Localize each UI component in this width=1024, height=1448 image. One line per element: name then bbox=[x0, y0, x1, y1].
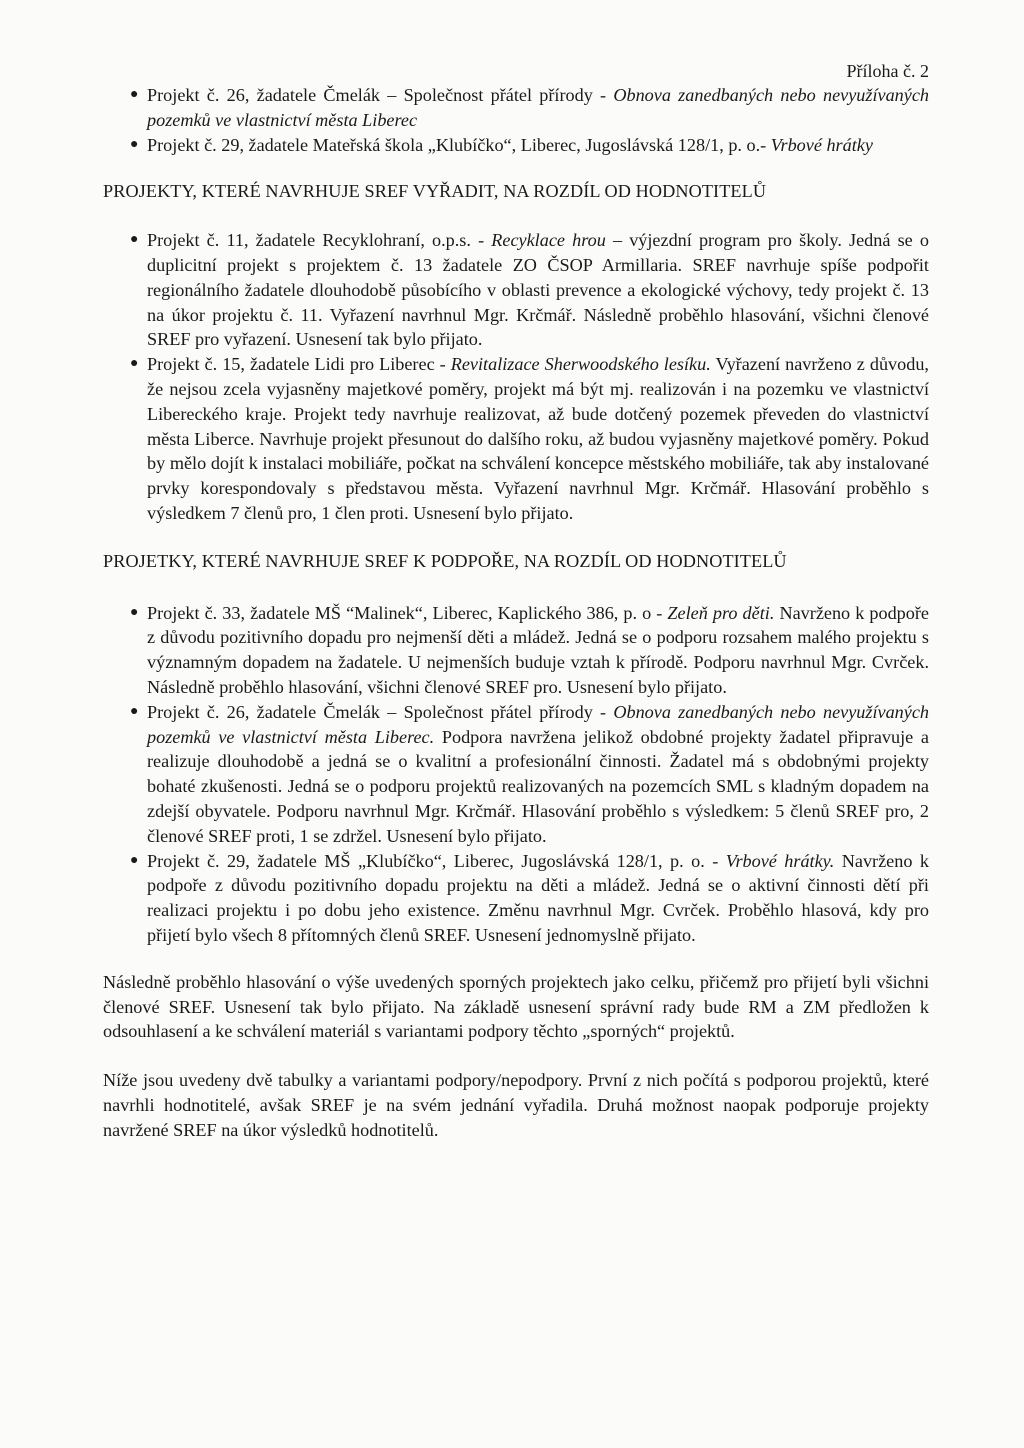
item-text: Projekt č. 11, žadatele Recyklohraní, o.p.s. - bbox=[147, 230, 492, 251]
closing-paragraph-1: Následně proběhlo hlasování o výše uvedených sporných projektech jako celku, přičemž pro přijetí byli všichni členové SREF. Usnesení tak bylo přijato. Na základě usnesení správní rady bude RM a ZM předložen k odsouhlasení a ke schválení materiál s variantami podpory těchto „sporných“ projektů. bbox=[103, 971, 929, 1042]
list-item bbox=[103, 228, 929, 352]
item-tail: Navrženo k podpoře z důvodu pozitivního dopadu projektu na děti a mládež. Jedná se o aktivní činnosti dětí při realizaci projektu i po dobu jeho existence. Změnu navrhnul Mgr. Cvrček. Proběhlo hlasová, kdy pro přijetí bylo všech 8 přítomných členů SREF. Usnesení jednomyslně přijato. bbox=[147, 850, 929, 945]
appendix-label: Příloha č. 2 bbox=[846, 61, 929, 81]
section-heading-exclude: PROJEKTY, KTERÉ NAVRHUJE SREF VYŘADIT, NA ROZDÍL OD HODNOTITELŮ bbox=[103, 181, 767, 202]
list-item bbox=[103, 700, 929, 849]
bullet-icon: ● bbox=[130, 703, 139, 719]
item-tail: Podpora navržena jelikož obdobné projekty žadatel připravuje a realizuje dlouhodobě a jedná se o kvalitní a profesionální činnosti. Žadatel má s obdobnými projekty bohaté zkušenosti. Jedná se o podporu projektů realizovaných na pozemcích SML s kladným dopadem na zdejší obyvatele. Podporu navrhnul Mgr. Krčmář. Hlasování proběhlo s výsledkem: 5 členů SREF pro, 2 členové SREF proti, 1 se zdržel. Usnesení bylo přijato. bbox=[147, 726, 929, 846]
support-project-list bbox=[103, 601, 929, 948]
item-tail: Navrženo k podpoře z důvodu pozitivního dopadu pro nejmenší děti a mládež. Jedná se o podporu rozsahem malého projektu s významným dopadem na žadatele. U nejmenších buduje vztah k přírodě. Podporu navrhnul Mgr. Cvrček. Následně proběhlo hlasování, všichni členové SREF pro. Usnesení bylo přijato. bbox=[147, 602, 929, 697]
exclude-project-list bbox=[103, 228, 929, 526]
item-text: Projekt č. 33, žadatele MŠ “Malinek“, Liberec, Kaplického 386, p. o - bbox=[147, 602, 668, 623]
item-text: Projekt č. 29, žadatele Mateřská škola „Klubíčko“, Liberec, Jugoslávská 128/1, p. o.- bbox=[147, 134, 771, 155]
project-title: Obnova zanedbaných nebo nevyužívaných pozemků ve vlastnictví města Liberec. bbox=[147, 701, 930, 747]
item-text: Projekt č. 26, žadatele Čmelák – Společnost přátel přírody - bbox=[147, 701, 614, 722]
project-title: Obnova zanedbaných nebo nevyužívaných pozemků ve vlastnictví města Liberec bbox=[147, 85, 930, 130]
document-body bbox=[103, 83, 929, 1161]
top-project-list bbox=[103, 83, 929, 157]
bullet-icon: ● bbox=[130, 232, 139, 248]
list-item bbox=[103, 83, 929, 133]
bullet-icon: ● bbox=[130, 136, 139, 152]
item-text: Projekt č. 26, žadatele Čmelák – Společnost přátel přírody - bbox=[147, 85, 614, 105]
item-text: Projekt č. 15, žadatele Lidi pro Liberec - bbox=[147, 354, 451, 375]
list-item bbox=[103, 601, 929, 700]
item-text: Projekt č. 29, žadatele MŠ „Klubíčko“, Liberec, Jugoslávská 128/1, p. o. - bbox=[147, 850, 726, 871]
bullet-icon: ● bbox=[130, 87, 139, 102]
closing-paragraph-2: Níže jsou uvedeny dvě tabulky a variantami podpory/nepodpory. První z nich počítá s podporou projektů, které navrhli hodnotitelé, avšak SREF je na svém jednání vyřadila. Druhá možnost naopak podporuje projekty navržené SREF na úkor výsledků hodnotitelů. bbox=[103, 1070, 929, 1140]
section-heading-support: PROJETKY, KTERÉ NAVRHUJE SREF K PODPOŘE, NA ROZDÍL OD HODNOTITELŮ bbox=[103, 550, 787, 571]
list-item bbox=[103, 352, 929, 526]
project-title: Revitalizace Sherwoodského lesíku. bbox=[450, 354, 711, 375]
project-title: Vrbové hrátky bbox=[770, 134, 873, 155]
item-tail: – výjezdní program pro školy. Jedná se o duplicitní projekt s projektem č. 13 žadatele ZO ČSOP Armillaria. SREF navrhuje spíše podpořit regionálního žadatele dlouhodobě působícího v oblasti prevence a ekologické výchovy, tedy projekt č. 13 na úkor projektu č. 11. Vyřazení navrhnul Mgr. Krčmář. Následně proběhlo hlasování, všichni členové SREF pro vyřazení. Usnesení tak bylo přijato. bbox=[147, 230, 929, 350]
project-title: Vrbové hrátky. bbox=[725, 850, 835, 871]
bullet-icon: ● bbox=[130, 604, 139, 620]
bullet-icon: ● bbox=[130, 356, 139, 372]
project-title: Recyklace hrou bbox=[491, 230, 606, 251]
item-tail: Vyřazení navrženo z důvodu, že nejsou zcela vyjasněny majetkové poměry, projekt má být mj. realizován i na pozemku ve vlastnictví Libereckého kraje. Projekt tedy navrhuje realizovat, až bude dotčený pozemek převeden do vlastnictví města Liberce. Navrhuje projekt přesunout do dalšího roku, až budou vyjasněny majetkové poměry. Pokud by mělo dojít k instalaci mobiliáře, počkat na schválení koncepce městského mobiliáře, tak aby instalované prvky korespondovaly s představou města. Vyřazení navrhnul Mgr. Krčmář. Hlasování proběhlo s výsledkem 7 členů pro, 1 člen proti. Usnesení bylo přijato. bbox=[147, 354, 929, 523]
list-item bbox=[103, 849, 929, 948]
list-item bbox=[103, 133, 929, 158]
project-title: Zeleň pro děti. bbox=[667, 602, 775, 623]
bullet-icon: ● bbox=[130, 852, 139, 868]
